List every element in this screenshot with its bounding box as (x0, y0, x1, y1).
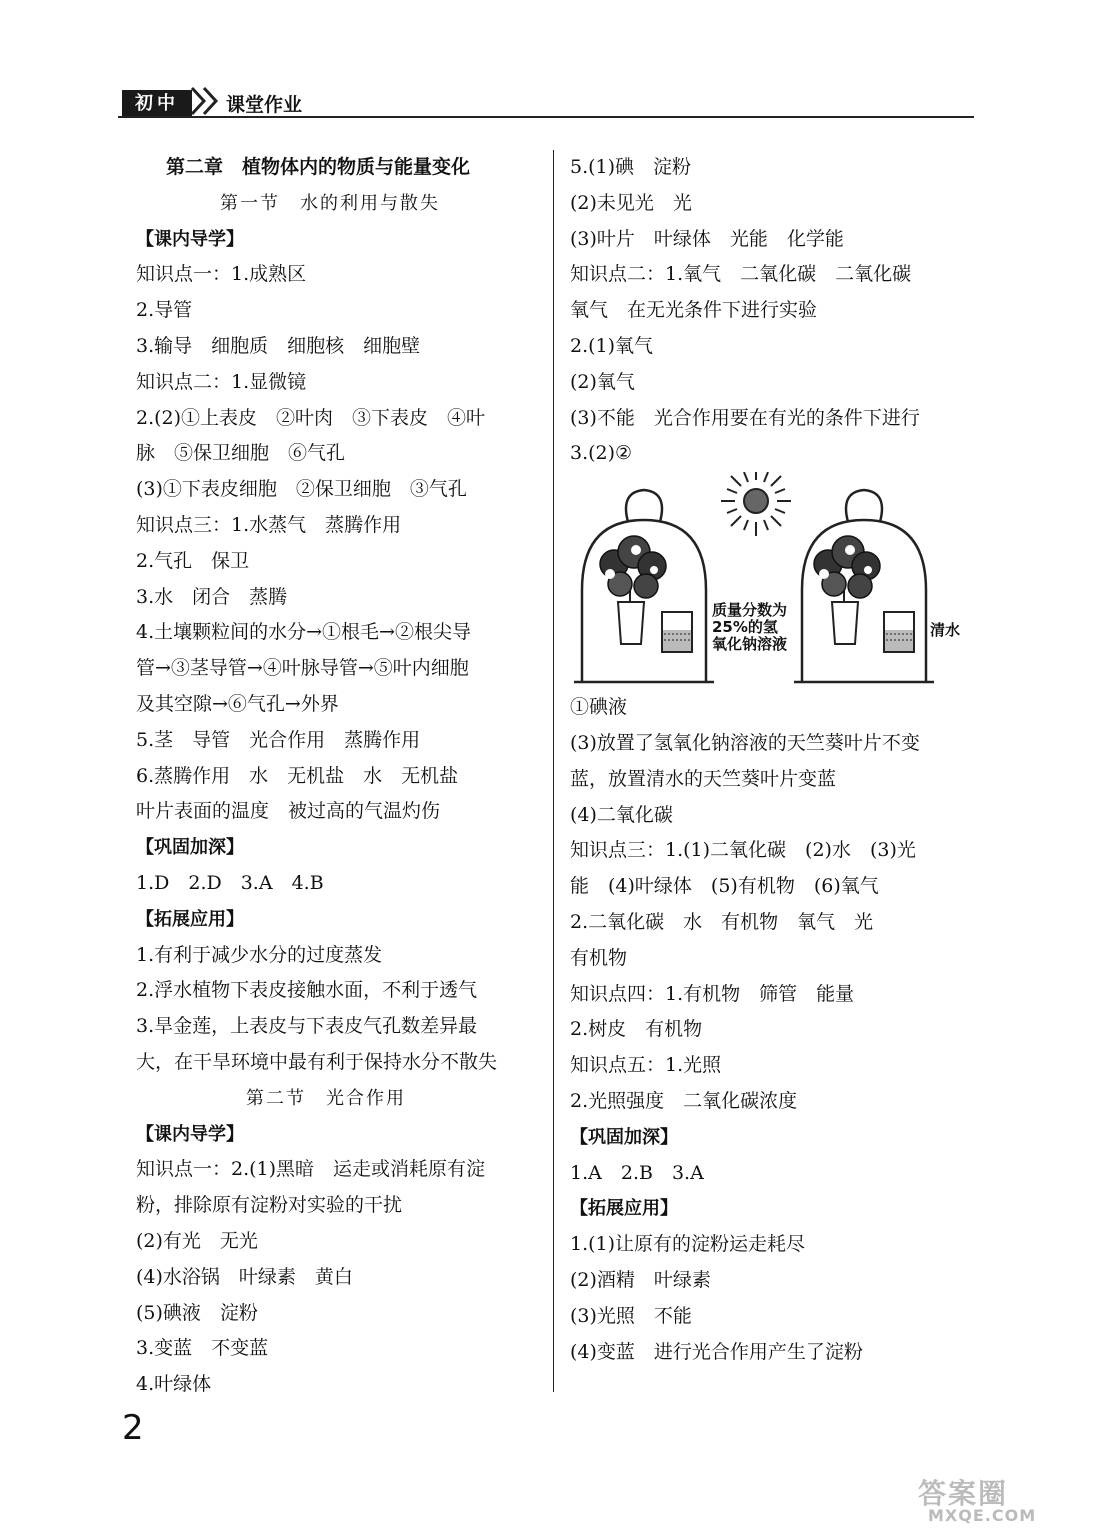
text-line: 3.输导 细胞质 细胞核 细胞壁 (136, 334, 421, 357)
text-line: 3.旱金莲，上表皮与下表皮气孔数差异最 (136, 1015, 478, 1038)
text-line: (3)①下表皮细胞 ②保卫细胞 ③气孔 (136, 478, 467, 501)
text-line: 能 (4)叶绿体 (5)有机物 (6)氧气 (570, 875, 879, 898)
text-line: 知识点三：1.(1)二氧化碳 (2)水 (3)光 (570, 839, 916, 862)
text-line: (4)水浴锅 叶绿素 黄白 (136, 1265, 353, 1288)
right-bell-jar (794, 490, 934, 682)
text-line: (3)叶片 叶绿体 光能 化学能 (570, 227, 844, 250)
clear-water-label: 清水 (930, 621, 961, 640)
text-line: 4.叶绿体 (136, 1373, 212, 1396)
text-line: 知识点三：1.水蒸气 蒸腾作用 (136, 513, 402, 536)
beaker-icon (662, 612, 692, 652)
text-line: 氧气 在无光条件下进行实验 (570, 299, 818, 322)
text-line: 3.水 闭合 蒸腾 (136, 585, 288, 608)
text-line: (3)放置了氢氧化钠溶液的天竺葵叶片不变 (570, 731, 920, 754)
page-header (118, 80, 974, 120)
text-line: 知识点四：1.有机物 筛管 能量 (570, 982, 855, 1005)
text-line: (4)二氧化碳 (570, 803, 673, 826)
header-title: 课堂作业 (226, 94, 303, 116)
watermark-logo (918, 1472, 1088, 1524)
text-line: 5.茎 导管 光合作用 蒸腾作用 (136, 728, 421, 751)
text-line: 3.变蓝 不变蓝 (136, 1337, 269, 1360)
text-line: 【课内导学】 (136, 1123, 244, 1145)
watermark-text: 答案圈 (918, 1477, 1009, 1510)
text-line: (5)碘液 淀粉 (136, 1301, 258, 1324)
page-number: 2 (122, 1408, 144, 1448)
naoh-solution-label: 质量分数为25%的氢氧化钠溶液 (712, 601, 788, 654)
text-line: (4)变蓝 进行光合作用产生了淀粉 (570, 1340, 863, 1363)
text-line: 2.树皮 有机物 (570, 1018, 703, 1041)
right-column (570, 150, 980, 1370)
right-column-top (570, 150, 980, 472)
geranium-plant-icon (600, 536, 666, 644)
text-line: 2.(2)①上表皮 ②叶肉 ③下表皮 ④叶 (136, 406, 486, 429)
text-line: 知识点五：1.光照 (570, 1054, 722, 1077)
text-line: (3)不能 光合作用要在有光的条件下进行 (570, 406, 920, 429)
text-line: 第二章 植物体内的物质与能量变化 (166, 156, 471, 178)
text-line: 【拓展应用】 (570, 1198, 678, 1220)
text-line: 第二节 光合作用 (246, 1087, 406, 1109)
left-bell-jar (574, 490, 714, 682)
watermark-url: MXQE.COM (928, 1506, 1037, 1525)
text-line: 【巩固加深】 (136, 837, 244, 859)
text-line: 蓝，放置清水的天竺葵叶片变蓝 (570, 767, 837, 790)
header-badge: 初中 (122, 90, 192, 118)
text-line: (3)光照 不能 (570, 1304, 692, 1327)
text-line: (2)酒精 叶绿素 (570, 1268, 711, 1291)
text-line: 2.二氧化碳 水 有机物 氧气 光 (570, 910, 874, 933)
text-line: 知识点二：1.显微镜 (136, 370, 307, 393)
text-line: 5.(1)碘 淀粉 (570, 156, 692, 178)
bell-jar-illustration (570, 472, 980, 690)
text-line: 大，在干旱环境中最有利于保持水分不散失 (136, 1050, 498, 1073)
geranium-plant-icon (814, 536, 880, 644)
text-line: (2)氧气 (570, 370, 635, 393)
header-rule (118, 116, 974, 118)
text-line: 有机物 (570, 946, 628, 969)
right-column-bottom (570, 690, 980, 1370)
text-line: 脉 ⑤保卫细胞 ⑥气孔 (136, 442, 346, 465)
text-line: 管→③茎导管→④叶脉导管→⑤叶内细胞 (136, 657, 469, 680)
left-column (136, 150, 544, 1403)
text-line: 2.气孔 保卫 (136, 549, 250, 572)
text-line: 2.导管 (136, 299, 193, 322)
text-line: 1.(1)让原有的淀粉运走耗尽 (570, 1233, 806, 1256)
double-chevron-icon (190, 86, 224, 116)
text-line: 知识点一：2.(1)黑暗 运走或消耗原有淀 (136, 1158, 486, 1181)
text-line: 3.(2)② (570, 442, 633, 465)
text-line: 1.有利于减少水分的过度蒸发 (136, 943, 383, 966)
text-line: (2)未见光 光 (570, 191, 692, 214)
text-line: 4.土壤颗粒间的水分→①根毛→②根尖导 (136, 621, 471, 644)
sun-icon (721, 472, 791, 536)
text-line: ①碘液 (570, 696, 628, 719)
column-divider (553, 150, 554, 1392)
text-line: 粉，排除原有淀粉对实验的干扰 (136, 1194, 403, 1217)
text-line: 知识点二：1.氧气 二氧化碳 二氧化碳 (570, 263, 912, 286)
text-line: 1.A 2.B 3.A (570, 1161, 704, 1184)
text-line: 知识点一：1.成熟区 (136, 263, 307, 286)
text-line: 【巩固加深】 (570, 1126, 678, 1148)
text-line: 【拓展应用】 (136, 908, 244, 930)
text-line: 及其空隙→⑥气孔→外界 (136, 692, 339, 715)
text-line: 1.D 2.D 3.A 4.B (136, 871, 324, 894)
text-line: 【课内导学】 (136, 228, 244, 250)
text-line: 2.浮水植物下表皮接触水面，不利于透气 (136, 979, 478, 1002)
text-line: 6.蒸腾作用 水 无机盐 水 无机盐 (136, 764, 459, 787)
text-line: (2)有光 无光 (136, 1229, 258, 1252)
beaker-icon (884, 612, 914, 652)
text-line: 叶片表面的温度 被过高的气温灼伤 (136, 800, 441, 823)
text-line: 2.(1)氧气 (570, 334, 654, 357)
text-line: 第一节 水的利用与散失 (220, 192, 440, 214)
text-line: 2.光照强度 二氧化碳浓度 (570, 1089, 798, 1112)
bell-jar-experiment-figure (570, 472, 980, 690)
